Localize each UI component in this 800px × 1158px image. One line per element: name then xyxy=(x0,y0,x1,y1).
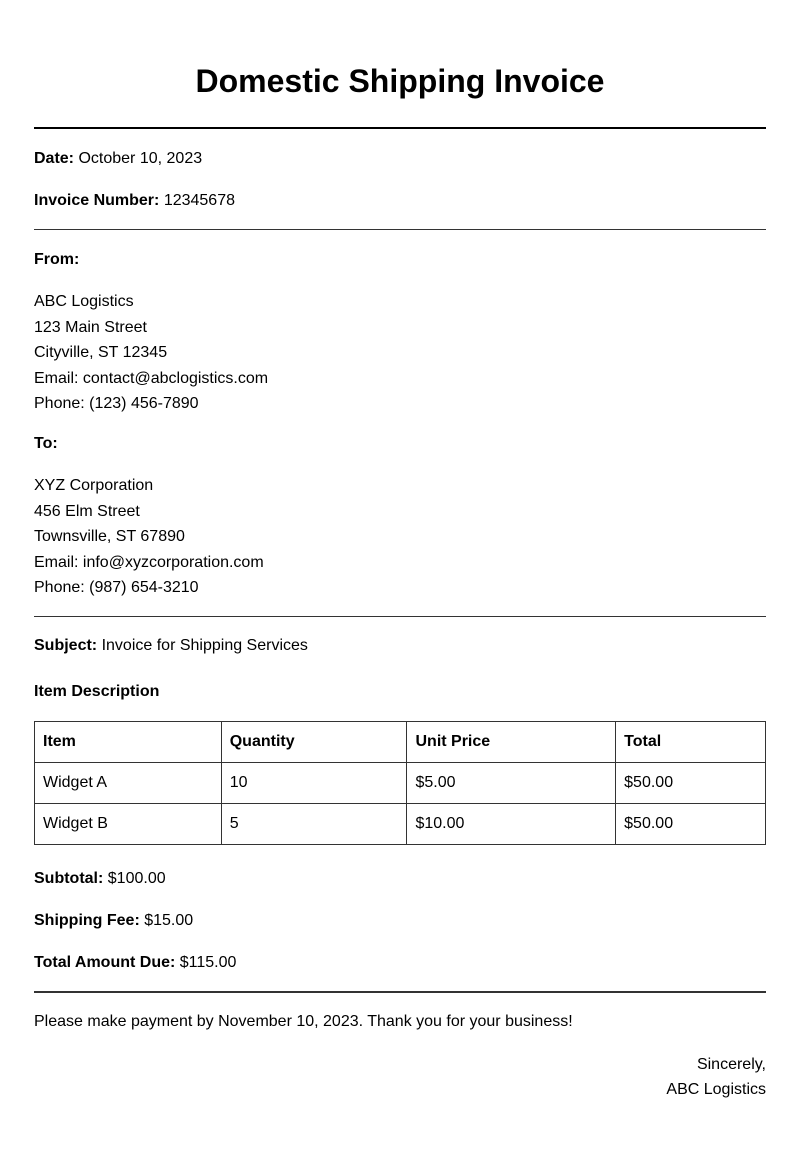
subtotal-label: Subtotal: xyxy=(34,869,104,887)
from-line-company: ABC Logistics xyxy=(34,293,134,310)
invoice-number-line xyxy=(34,191,766,211)
to-line-phone: Phone: (987) 654-3210 xyxy=(34,579,199,597)
closing-block xyxy=(34,1052,766,1102)
cell-unit-price: $10.00 xyxy=(407,803,616,844)
from-line-email: Email: contact@abclogistics.com xyxy=(34,369,269,387)
cell-item: Widget A xyxy=(35,762,222,803)
to-line-email: Email: info@xyzcorporation.com xyxy=(34,553,264,571)
subtotal-line xyxy=(34,869,766,889)
cell-quantity: 5 xyxy=(221,803,407,844)
column-header-unit-price: Unit Price xyxy=(407,721,616,762)
shipping-fee-line xyxy=(34,911,766,931)
from-line-phone: Phone: (123) 456-7890 xyxy=(34,395,199,413)
date-line xyxy=(34,149,766,169)
table-row xyxy=(35,803,766,844)
invoice-number-value: 12345678 xyxy=(163,192,235,209)
payment-note: Please make payment by November 10, 2023. Thank you for your business! xyxy=(34,1012,573,1030)
date-label: Date: xyxy=(34,150,75,167)
to-line-street: 456 Elm Street xyxy=(34,502,140,520)
from-label: From: xyxy=(34,251,80,268)
total-due-label: Total Amount Due: xyxy=(34,953,176,971)
column-header-total: Total xyxy=(616,721,766,762)
subject-value: Invoice for Shipping Services xyxy=(101,636,308,654)
cell-item: Widget B xyxy=(35,803,222,844)
total-due-value: $115.00 xyxy=(179,953,237,971)
invoice-title: Domestic Shipping Invoice xyxy=(195,63,605,99)
cell-total: $50.00 xyxy=(616,762,766,803)
total-due-line xyxy=(34,953,766,973)
title-divider xyxy=(34,127,766,129)
table-header-row xyxy=(35,721,766,762)
to-line-city: Townsville, ST 67890 xyxy=(34,528,185,546)
invoice-number-label: Invoice Number: xyxy=(34,192,160,209)
subject-label: Subject: xyxy=(34,636,98,654)
cell-unit-price: $5.00 xyxy=(407,762,616,803)
column-header-item: Item xyxy=(35,721,222,762)
to-line-company: XYZ Corporation xyxy=(34,476,154,494)
meta-divider xyxy=(34,229,766,230)
address-divider xyxy=(34,616,766,617)
cell-quantity: 10 xyxy=(221,762,407,803)
signature-text: ABC Logistics xyxy=(666,1080,766,1098)
subtotal-value: $100.00 xyxy=(107,869,166,887)
table-row xyxy=(35,762,766,803)
column-header-quantity: Quantity xyxy=(221,721,407,762)
items-table xyxy=(34,721,766,845)
shipping-fee-value: $15.00 xyxy=(144,911,194,929)
from-line-street: 123 Main Street xyxy=(34,318,147,336)
closing-text: Sincerely, xyxy=(696,1055,766,1073)
to-label: To: xyxy=(34,434,58,452)
to-address xyxy=(34,473,766,601)
from-address xyxy=(34,289,766,417)
cell-total: $50.00 xyxy=(616,803,766,844)
totals-divider xyxy=(34,991,766,993)
subject-line xyxy=(34,636,766,656)
item-description-heading: Item Description xyxy=(34,682,160,700)
from-line-city: Cityville, ST 12345 xyxy=(34,344,168,362)
date-value: October 10, 2023 xyxy=(78,150,203,167)
shipping-fee-label: Shipping Fee: xyxy=(34,911,140,929)
